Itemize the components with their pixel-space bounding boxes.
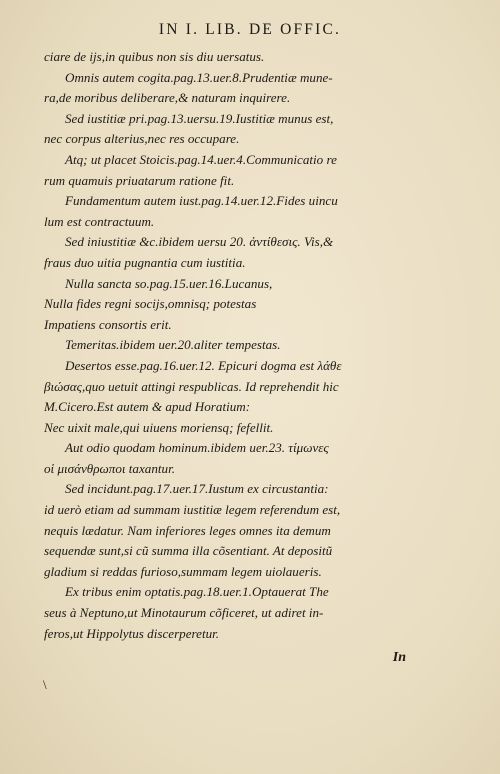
text-line: gladium si reddas furioso,summam legem uiolaueris. — [44, 563, 322, 579]
text-line: rum quamuis priuatarum ratione fit. — [44, 172, 235, 188]
catchword: In — [392, 650, 406, 665]
text-line: Omnis autem cogita.pag.13.uer.8.Prudentiæ mune- — [65, 69, 333, 85]
body-text — [44, 47, 462, 644]
text-line: Desertos esse.pag.16.uer.12. Epicuri dogma est λάθε — [65, 357, 342, 373]
text-line: Sed incidunt.pag.17.uer.17.Iustum ex circustantia: — [65, 481, 329, 497]
text-line: Sed iustitiæ pri.pag.13.uersu.19.Iustitiæ munus est, — [65, 110, 334, 126]
text-line: Nulla fides regni socijs,omnisq; potestas — [44, 296, 257, 312]
text-line: Fundamentum autem iust.pag.14.uer.12.Fides uincu — [65, 193, 338, 209]
text-line: Sed iniustitiæ &c.ibidem uersu 20. ἀντίθεσις. Vis,& — [65, 234, 334, 250]
text-line: Nec uixit male,qui uiuens moriensq; fefellit. — [44, 419, 274, 435]
text-line: Aut odio quodam hominum.ibidem uer.23. τίμωνες — [65, 440, 329, 456]
text-line: sequendæ sunt,si cũ summa illa cõsentiant. At depositũ — [44, 543, 333, 559]
text-line: seus à Neptuno,ut Minotaurum cõficeret, ut adiret in- — [44, 605, 324, 621]
running-header: IN I. LIB. DE OFFIC. — [158, 21, 342, 38]
text-line: nequis lædatur. Nam inferiores leges omnes ita demum — [44, 522, 331, 538]
text-line: Nulla sancta so.pag.15.uer.16.Lucanus, — [65, 275, 273, 291]
text-line: feros,ut Hippolytus discerperetur. — [44, 625, 220, 641]
text-line: ra,de moribus deliberare,& naturam inquirere. — [44, 90, 291, 106]
text-line: id uerò etiam ad summam iustitiæ legem referendum est, — [44, 502, 341, 518]
text-line: Temeritas.ibidem uer.20.aliter tempestas. — [65, 337, 281, 353]
text-line: ciare de ijs,in quibus non sis diu uersatus. — [44, 49, 265, 64]
text-line: Ex tribus enim optatis.pag.18.uer.1.Optauerat The — [65, 584, 329, 600]
text-line: οἱ μισάνθρωποι taxantur. — [44, 460, 175, 476]
text-line: Atq; ut placet Stoicis.pag.14.uer.4.Communicatio re — [65, 151, 337, 167]
text-line: lum est contractuum. — [44, 213, 155, 229]
text-line: M.Cicero.Est autem & apud Horatium: — [44, 399, 251, 415]
printer-mark: \ — [43, 677, 47, 692]
text-line: βιώσας,quo uetuit attingi respublicas. Id reprehendit hic — [44, 378, 339, 394]
text-line: fraus duo uitia pugnantia cum iustitia. — [44, 254, 246, 270]
text-line: nec corpus alterius,nec res occupare. — [44, 131, 240, 147]
text-line: Impatiens consortis erit. — [44, 316, 172, 332]
